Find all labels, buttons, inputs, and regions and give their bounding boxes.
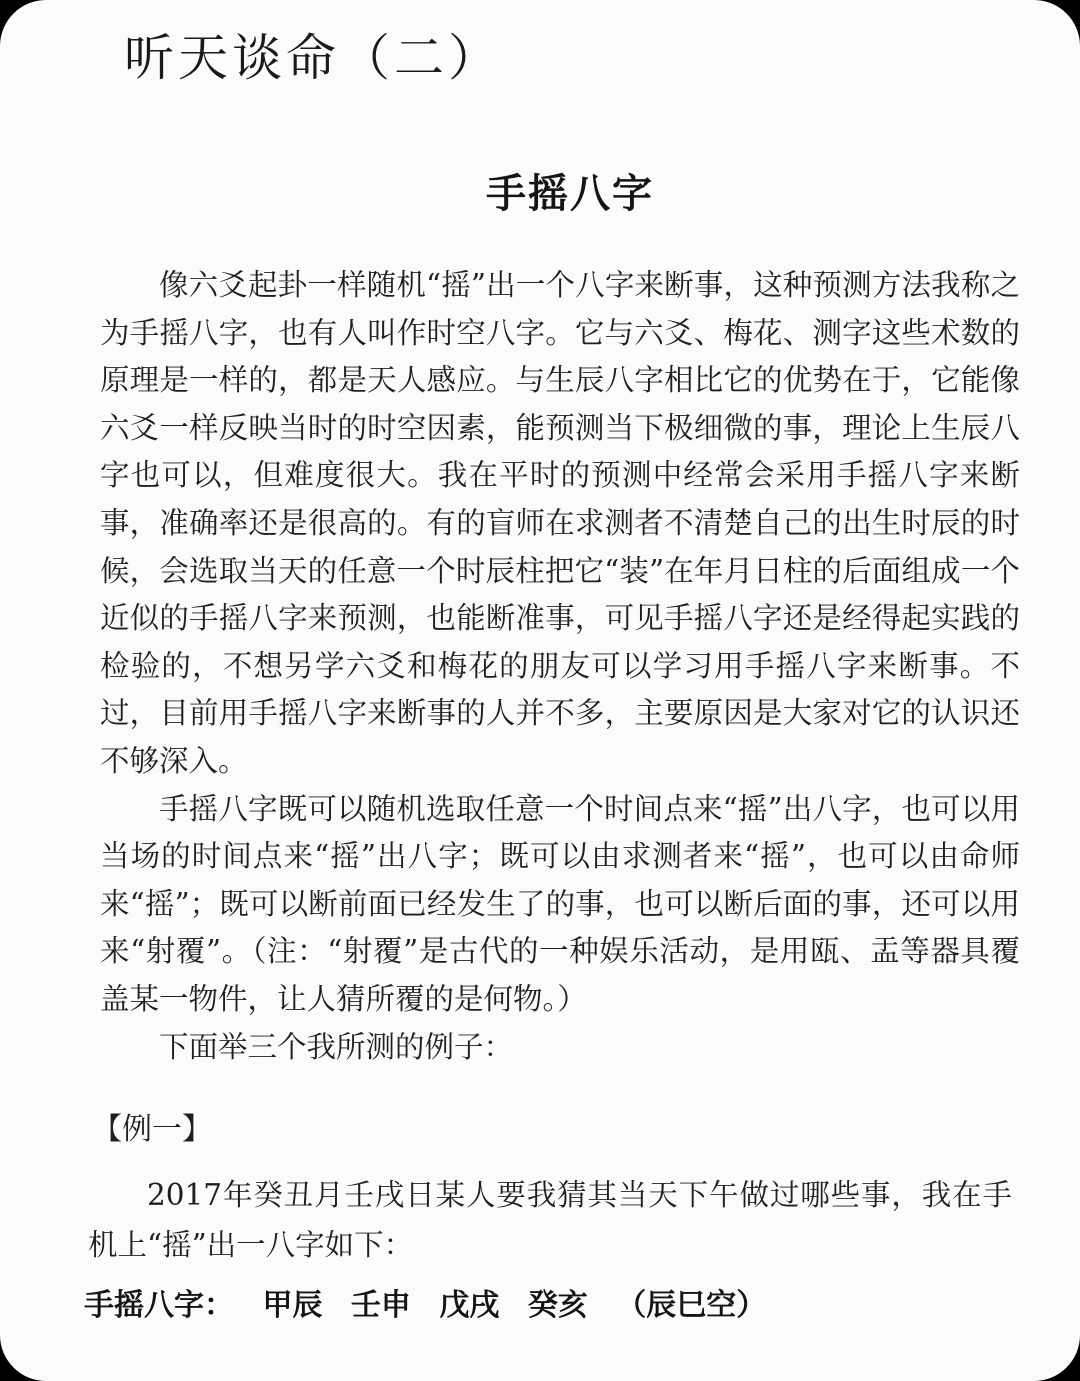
paragraph-intro: 像六爻起卦一样随机“摇”出一个八字来断事，这种预测方法我称之为手摇八字，也有人叫作时空八字。它与六爻、梅花、测字这些术数的原理是一样的，都是天人感应。与生辰八字相比它的优势在于，它能像六爻一样反映当时的时空因素，能预测当下极细微的事，理论上生辰八字也可以，但难度很大。我在平时的预测中经常会采用手摇八字来断事，准确率还是很高的。有的盲师在求测者不清楚自己的出生时辰的时候，会选取当天的任意一个时辰柱把它“装”在年月日柱的后面组成一个近似的手摇八字来预测，也能断准事，可见手摇八字还是经得起实践的检验的，不想另学六爻和梅花的朋友可以学习用手摇八字来断事。不过，目前用手摇八字来断事的人并不多，主要原因是大家对它的认识还不够深入。 — [100, 268, 1020, 778]
pillar-day: 戊戌 — [439, 1288, 500, 1323]
void-note: （辰巳空） — [616, 1288, 767, 1323]
chapter-title: 手摇八字 — [486, 171, 654, 217]
paragraph-examples-lead: 下面举三个我所测的例子： — [159, 1029, 514, 1064]
pillar-month: 壬申 — [350, 1288, 411, 1323]
bazi-line — [84, 1280, 766, 1324]
body-text — [100, 262, 1020, 1071]
pillar-hour: 癸亥 — [527, 1288, 588, 1323]
example-heading: 【例一】 — [92, 1112, 212, 1147]
paragraph-methods: 手摇八字既可以随机选取任意一个时间点来“摇”出八字，也可以用当场的时间点来“摇”出八字；既可以由求测者来“摇”，也可以由命师来“摇”；既可以断前面已经发生了的事，也可以断后面的事，还可以用来“射覆”。（注：“射覆”是古代的一种娱乐活动，是用瓯、盂等器具覆盖某一物件，让人猜所覆的是何物。） — [100, 791, 1020, 1016]
example-text: 2017年癸丑月壬戌日某人要我猜其当天下午做过哪些事，我在手机上“摇”出一八字如下： — [88, 1178, 1012, 1262]
bazi-label: 手摇八字： — [84, 1288, 234, 1323]
running-head: 听天谈命（二） — [124, 29, 502, 87]
pillar-year: 甲辰 — [262, 1288, 323, 1323]
